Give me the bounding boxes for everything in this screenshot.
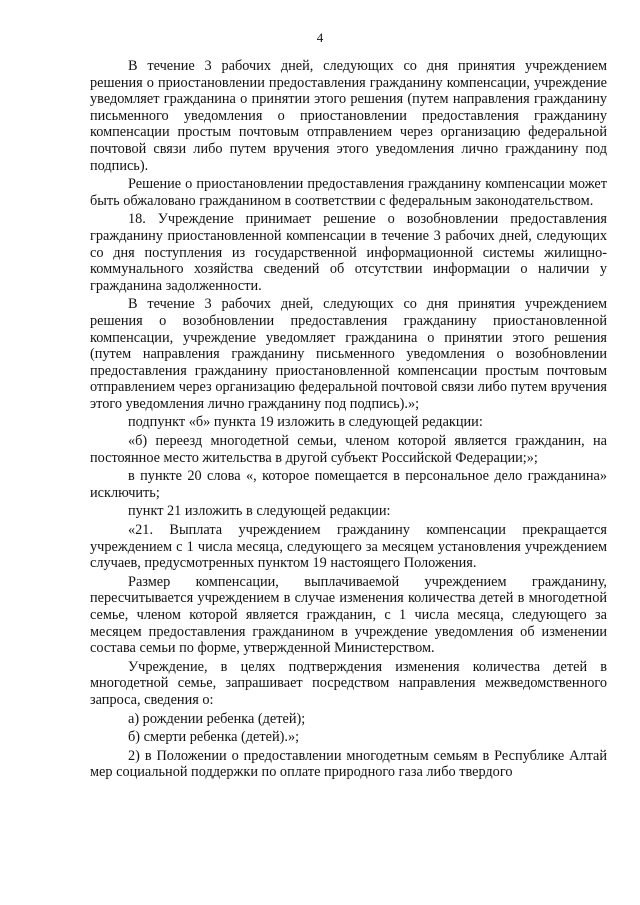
document-body (90, 58, 607, 781)
paragraph-item-21-intro: пункт 21 изложить в следующей редакции: (128, 503, 391, 520)
paragraph-interagency-request: Учреждение, в целях подтверждения изменения количества детей в многодетной семье, запрашивает посредством направления межведомственного запроса, сведения о: (90, 658, 607, 708)
paragraph-subitem-b-19: подпункт «б» пункта 19 изложить в следующей редакции: (128, 414, 483, 431)
paragraph-list-b: б) смерти ребенка (детей).»; (128, 729, 300, 746)
paragraph-item-18: 18. Учреждение принимает решение о возобновлении предоставления гражданину приостановленной компенсации в течение 3 рабочих дней, следующих со дня поступления из государственной информационной системы жилищно-коммунального хозяйства сведений об отсутствии информации о наличии у гражданина задолженности. (90, 211, 607, 294)
paragraph-relocation: «б) переезд многодетной семьи, членом которой является гражданин, на постоянное место жительства в другой субъект Российской Федерации;»; (90, 433, 607, 466)
paragraph-resumption-notice: В течение 3 рабочих дней, следующих со дня принятия учреждением решения о возобновлении предоставления гражданину приостановленной компенсации, учреждение уведомляет гражданина о принятии этого решения (путем направления гражданину письменного уведомления о возобновлении предоставления гражданину приостановленной компенсации простым почтовым отправлением через организацию федеральной почтовой связи либо путем вручения этого уведомления лично гражданину под подпись).»; (90, 296, 607, 412)
paragraph-item-2: 2) в Положении о предоставлении многодетным семьям в Республике Алтай мер социальной поддержки по оплате природного газа либо твердого (90, 747, 607, 781)
page-number: 4 (316, 30, 324, 45)
paragraph-item-21: «21. Выплата учреждением гражданину компенсации прекращается учреждением с 1 числа месяца, следующего за месяцем установления учреждением случаев, предусмотренных пунктом 19 настоящего Положения. (90, 522, 607, 572)
paragraph-appeal: Решение о приостановлении предоставления гражданину компенсации может быть обжаловано гражданином в соответствии с федеральным законодательством. (90, 176, 607, 209)
paragraph-list-a: а) рождении ребенка (детей); (128, 710, 306, 727)
paragraph-suspension-notice: В течение 3 рабочих дней, следующих со дня принятия учреждением решения о приостановлении предоставления гражданину компенсации, учреждение уведомляет гражданина о принятии этого решения (путем направления гражданину письменного уведомления о приостановлении предоставления гражданину компенсации простым почтовым отправлением через организацию федеральной почтовой связи либо путем вручения этого уведомления лично гражданину под подпись). (90, 58, 607, 174)
paragraph-recalculation: Размер компенсации, выплачиваемой учреждением гражданину, пересчитывается учреждением в случае изменения количества детей в многодетной семье, членом которой является гражданин, с 1 числа месяца, следующего за месяцем предоставления гражданином в учреждение уведомления об изменении состава семьи по форме, утвержденной Министерством. (90, 573, 607, 657)
paragraph-item-20: в пункте 20 слова «, которое помещается в персональное дело гражданина» исключить; (90, 468, 607, 501)
